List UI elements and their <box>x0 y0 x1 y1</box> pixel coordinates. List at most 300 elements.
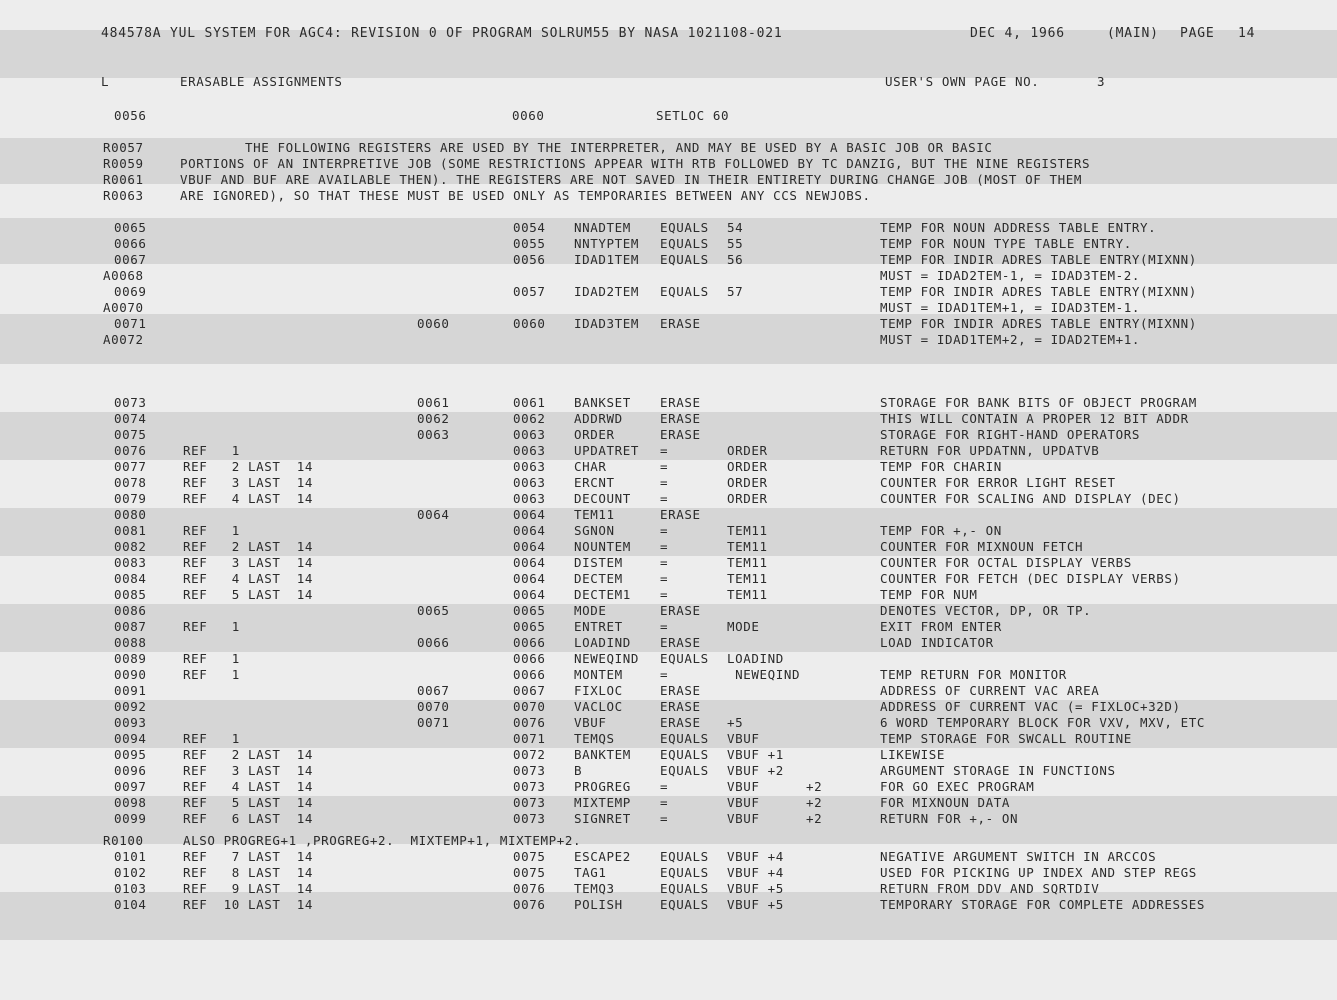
card-number: 0077 <box>114 459 147 474</box>
operand: TEM11 <box>727 571 768 586</box>
address: 0064 <box>513 523 546 538</box>
ref-field: REF 7 LAST 14 <box>183 849 314 864</box>
listing-row <box>0 316 1337 332</box>
address: 0075 <box>513 849 546 864</box>
symbol-label: DECOUNT <box>574 491 631 506</box>
card-number: 0093 <box>114 715 147 730</box>
users-page-number: 3 <box>1097 74 1106 89</box>
listing-row <box>0 849 1337 865</box>
address: 0065 <box>513 603 546 618</box>
listing-row <box>0 284 1337 300</box>
modifier: +2 <box>806 811 823 826</box>
ref-field: REF 5 LAST 14 <box>183 795 314 810</box>
address: 0061 <box>513 395 546 410</box>
card-number: 0069 <box>114 284 147 299</box>
comment: EXIT FROM ENTER <box>880 619 1002 634</box>
comment: THIS WILL CONTAIN A PROPER 12 BIT ADDR <box>880 411 1189 426</box>
symbol-label: LOADIND <box>574 635 631 650</box>
ref-field: REF 8 LAST 14 <box>183 865 314 880</box>
opcode: = <box>660 571 669 586</box>
listing-row <box>0 699 1337 715</box>
opcode: EQUALS <box>660 865 709 880</box>
opcode: = <box>660 619 669 634</box>
card-number: 0073 <box>114 395 147 410</box>
card-number: 0099 <box>114 811 147 826</box>
address: 0066 <box>513 635 546 650</box>
opcode: EQUALS <box>660 849 709 864</box>
listing-row <box>0 795 1337 811</box>
header-page-label: PAGE <box>1180 26 1215 41</box>
ref-field: REF 3 LAST 14 <box>183 475 314 490</box>
modifier: +2 <box>806 795 823 810</box>
operand: LOADIND <box>727 651 784 666</box>
ref-field: REF 1 <box>183 443 240 458</box>
opcode: = <box>660 475 669 490</box>
card-number: 0096 <box>114 763 147 778</box>
listing-row <box>0 571 1337 587</box>
opcode: EQUALS <box>660 252 709 267</box>
opcode: = <box>660 811 669 826</box>
address: 0054 <box>513 220 546 235</box>
symbol-label: BANKSET <box>574 395 631 410</box>
card-number: 0082 <box>114 539 147 554</box>
operand: 57 <box>727 284 744 299</box>
symbol-label: DISTEM <box>574 555 623 570</box>
listing-row <box>0 881 1337 897</box>
address: 0073 <box>513 795 546 810</box>
opcode: = <box>660 795 669 810</box>
opcode: EQUALS <box>660 220 709 235</box>
ref-field: REF 6 LAST 14 <box>183 811 314 826</box>
listing-row <box>0 427 1337 443</box>
card-number: 0075 <box>114 427 147 442</box>
location: 0060 <box>417 316 450 331</box>
opcode: ERASE <box>660 395 701 410</box>
symbol-label: VBUF <box>574 715 607 730</box>
opcode: EQUALS <box>660 881 709 896</box>
operand: VBUF <box>727 779 760 794</box>
comment-line <box>0 188 1337 204</box>
listing-row <box>0 491 1337 507</box>
ref-field: REF 10 LAST 14 <box>183 897 314 912</box>
symbol-label: TEMQS <box>574 731 615 746</box>
operand: VBUF +4 <box>727 865 784 880</box>
card-number: 0089 <box>114 651 147 666</box>
card-number: 0102 <box>114 865 147 880</box>
also-text: ALSO PROGREG+1 ,PROGREG+2. MIXTEMP+1, MIXTEMP+2. <box>183 833 582 848</box>
symbol-label: MIXTEMP <box>574 795 631 810</box>
operand: VBUF +2 <box>727 763 784 778</box>
symbol-label: B <box>574 763 583 778</box>
card-number: A0068 <box>103 268 144 283</box>
listing-row <box>0 236 1337 252</box>
symbol-label: ERCNT <box>574 475 615 490</box>
listing-row <box>0 507 1337 523</box>
operand: TEM11 <box>727 539 768 554</box>
comment: RETURN FOR +,- ON <box>880 811 1019 826</box>
listing-row <box>0 555 1337 571</box>
comment: USED FOR PICKING UP INDEX AND STEP REGS <box>880 865 1197 880</box>
card-number: 0103 <box>114 881 147 896</box>
address: 0062 <box>513 411 546 426</box>
opcode: = <box>660 555 669 570</box>
listing-row <box>0 619 1337 635</box>
symbol-label: ESCAPE2 <box>574 849 631 864</box>
location: 0066 <box>417 635 450 650</box>
comment: TEMPORARY STORAGE FOR COMPLETE ADDRESSES <box>880 897 1206 912</box>
listing-row <box>0 587 1337 603</box>
opcode: ERASE <box>660 683 701 698</box>
listing-row <box>0 651 1337 667</box>
address: 0057 <box>513 284 546 299</box>
comment: TEMP FOR NOUN ADDRESS TABLE ENTRY. <box>880 220 1157 235</box>
card-number: 0074 <box>114 411 147 426</box>
card-number: 0081 <box>114 523 147 538</box>
address: 0063 <box>513 491 546 506</box>
operand: TEM11 <box>727 587 768 602</box>
card-number: R0059 <box>103 156 144 171</box>
address: 0063 <box>513 475 546 490</box>
address: 0075 <box>513 865 546 880</box>
comment-text: ARE IGNORED), SO THAT THESE MUST BE USED ONLY AS TEMPORARIES BETWEEN ANY CCS NEWJOBS. <box>180 188 871 203</box>
opcode: EQUALS <box>660 763 709 778</box>
address: 0064 <box>513 555 546 570</box>
card-number: R0063 <box>103 188 144 203</box>
operand: VBUF +1 <box>727 747 784 762</box>
listing-row <box>0 811 1337 827</box>
modifier: +2 <box>806 779 823 794</box>
ref-field: REF 5 LAST 14 <box>183 587 314 602</box>
ref-field: REF 1 <box>183 667 240 682</box>
comment: RETURN FOR UPDATNN, UPDATVB <box>880 443 1100 458</box>
listing-row <box>0 715 1337 731</box>
location: 0063 <box>417 427 450 442</box>
symbol-label: FIXLOC <box>574 683 623 698</box>
address: 0066 <box>513 651 546 666</box>
location: 0064 <box>417 507 450 522</box>
comment-text: VBUF AND BUF ARE AVAILABLE THEN). THE REGISTERS ARE NOT SAVED IN THEIR ENTIRETY DURING CHANGE JOB (MOST OF THEM <box>180 172 1082 187</box>
comment: MUST = IDAD1TEM+1, = IDAD3TEM-1. <box>880 300 1141 315</box>
comment: COUNTER FOR SCALING AND DISPLAY (DEC) <box>880 491 1181 506</box>
symbol-label: DECTEM1 <box>574 587 631 602</box>
listing-row <box>0 268 1337 284</box>
ref-field: REF 9 LAST 14 <box>183 881 314 896</box>
listing-row <box>0 865 1337 881</box>
opcode: ERASE <box>660 411 701 426</box>
opcode: = <box>660 523 669 538</box>
address: 0076 <box>513 715 546 730</box>
card-number: A0072 <box>103 332 144 347</box>
comment: FOR MIXNOUN DATA <box>880 795 1011 810</box>
opcode: = <box>660 667 669 682</box>
card-number: 0094 <box>114 731 147 746</box>
opcode: = <box>660 491 669 506</box>
card-number: 0066 <box>114 236 147 251</box>
address: 0060 <box>512 108 545 123</box>
comment: TEMP RETURN FOR MONITOR <box>880 667 1067 682</box>
ref-field: REF 1 <box>183 523 240 538</box>
card-number: 0104 <box>114 897 147 912</box>
opcode: ERASE <box>660 316 701 331</box>
card-number: A0070 <box>103 300 144 315</box>
ref-field: REF 2 LAST 14 <box>183 459 314 474</box>
listing-row <box>0 411 1337 427</box>
comment: DENOTES VECTOR, DP, OR TP. <box>880 603 1092 618</box>
address: 0063 <box>513 427 546 442</box>
operand: VBUF <box>727 795 760 810</box>
ref-field: REF 3 LAST 14 <box>183 763 314 778</box>
listing-row <box>0 731 1337 747</box>
card-number: 0083 <box>114 555 147 570</box>
card-number: 0076 <box>114 443 147 458</box>
section-title: ERASABLE ASSIGNMENTS <box>180 74 343 89</box>
listing-row <box>0 523 1337 539</box>
comment: ARGUMENT STORAGE IN FUNCTIONS <box>880 763 1116 778</box>
symbol-label: CHAR <box>574 459 607 474</box>
card-number: 0067 <box>114 252 147 267</box>
card-number: R0061 <box>103 172 144 187</box>
address: 0076 <box>513 881 546 896</box>
symbol-label: BANKTEM <box>574 747 631 762</box>
comment: COUNTER FOR ERROR LIGHT RESET <box>880 475 1116 490</box>
also-row <box>0 833 1337 849</box>
opcode: = <box>660 443 669 458</box>
opcode: ERASE <box>660 603 701 618</box>
card-number: R0100 <box>103 833 144 848</box>
card-number: 0079 <box>114 491 147 506</box>
address: 0063 <box>513 443 546 458</box>
ref-field: REF 1 <box>183 651 240 666</box>
listing-row <box>0 779 1337 795</box>
card-number: 0084 <box>114 571 147 586</box>
ref-field: REF 4 LAST 14 <box>183 571 314 586</box>
symbol-label: PROGREG <box>574 779 631 794</box>
location: 0070 <box>417 699 450 714</box>
operand: TEM11 <box>727 555 768 570</box>
opcode: = <box>660 587 669 602</box>
symbol-label: IDAD2TEM <box>574 284 640 299</box>
comment-text: THE FOLLOWING REGISTERS ARE USED BY THE INTERPRETER, AND MAY BE USED BY A BASIC JOB OR BASIC <box>180 140 993 155</box>
listing-row <box>0 252 1337 268</box>
setloc-line <box>0 108 1337 124</box>
address: 0066 <box>513 667 546 682</box>
opcode: EQUALS <box>660 236 709 251</box>
comment: LIKEWISE <box>880 747 946 762</box>
symbol-label: POLISH <box>574 897 623 912</box>
listing-row <box>0 763 1337 779</box>
address: 0073 <box>513 779 546 794</box>
symbol-label: IDAD3TEM <box>574 316 640 331</box>
symbol-label: ENTRET <box>574 619 623 634</box>
card-number: 0098 <box>114 795 147 810</box>
card-number: 0056 <box>114 108 147 123</box>
ref-field: REF 1 <box>183 731 240 746</box>
opcode: ERASE <box>660 635 701 650</box>
symbol-label: TEMQ3 <box>574 881 615 896</box>
symbol-label: NNADTEM <box>574 220 631 235</box>
listing-row <box>0 897 1337 913</box>
comment-line <box>0 156 1337 172</box>
card-number: 0087 <box>114 619 147 634</box>
symbol-label: NNTYPTEM <box>574 236 640 251</box>
sub-header-mark: L <box>101 74 110 89</box>
comment: TEMP FOR NOUN TYPE TABLE ENTRY. <box>880 236 1132 251</box>
operand: ORDER <box>727 443 768 458</box>
address: 0064 <box>513 507 546 522</box>
address: 0056 <box>513 252 546 267</box>
address: 0072 <box>513 747 546 762</box>
comment: MUST = IDAD1TEM+2, = IDAD2TEM+1. <box>880 332 1141 347</box>
comment: TEMP FOR CHARIN <box>880 459 1002 474</box>
symbol-label: MODE <box>574 603 607 618</box>
symbol-label: ORDER <box>574 427 615 442</box>
card-number: 0101 <box>114 849 147 864</box>
comment: ADDRESS OF CURRENT VAC (= FIXLOC+32D) <box>880 699 1181 714</box>
card-number: 0092 <box>114 699 147 714</box>
opcode: ERASE <box>660 715 701 730</box>
address: 0064 <box>513 539 546 554</box>
header-date: DEC 4, 1966 <box>970 26 1065 41</box>
address: 0070 <box>513 699 546 714</box>
symbol-label: NEWEQIND <box>574 651 640 666</box>
address: 0064 <box>513 571 546 586</box>
opcode: EQUALS <box>660 747 709 762</box>
symbol-label: VACLOC <box>574 699 623 714</box>
header-page-number: 14 <box>1238 26 1256 41</box>
comment: ADDRESS OF CURRENT VAC AREA <box>880 683 1100 698</box>
location: 0071 <box>417 715 450 730</box>
card-number: 0088 <box>114 635 147 650</box>
symbol-label: ADDRWD <box>574 411 623 426</box>
comment: STORAGE FOR BANK BITS OF OBJECT PROGRAM <box>880 395 1197 410</box>
opcode: = <box>660 779 669 794</box>
comment-line <box>0 140 1337 156</box>
operand: NEWEQIND <box>727 667 801 682</box>
opcode: EQUALS <box>660 651 709 666</box>
address: 0073 <box>513 811 546 826</box>
symbol-label: DECTEM <box>574 571 623 586</box>
address: 0063 <box>513 459 546 474</box>
listing-row <box>0 459 1337 475</box>
comment: LOAD INDICATOR <box>880 635 994 650</box>
listing-row <box>0 220 1337 236</box>
ref-field: REF 4 LAST 14 <box>183 779 314 794</box>
operand: 54 <box>727 220 744 235</box>
symbol-label: UPDATRET <box>574 443 640 458</box>
operand: ORDER <box>727 491 768 506</box>
operand: 55 <box>727 236 744 251</box>
operand: MODE <box>727 619 760 634</box>
card-number: 0071 <box>114 316 147 331</box>
comment: RETURN FROM DDV AND SQRTDIV <box>880 881 1100 896</box>
location: 0067 <box>417 683 450 698</box>
comment: TEMP FOR INDIR ADRES TABLE ENTRY(MIXNN) <box>880 284 1197 299</box>
ref-field: REF 4 LAST 14 <box>183 491 314 506</box>
opcode: EQUALS <box>660 731 709 746</box>
listing-row <box>0 603 1337 619</box>
card-number: 0078 <box>114 475 147 490</box>
comment: TEMP FOR NUM <box>880 587 978 602</box>
address: 0073 <box>513 763 546 778</box>
operand: VBUF <box>727 731 760 746</box>
location: 0062 <box>417 411 450 426</box>
comment: 6 WORD TEMPORARY BLOCK FOR VXV, MXV, ETC <box>880 715 1206 730</box>
symbol-label: IDAD1TEM <box>574 252 640 267</box>
operand: ORDER <box>727 475 768 490</box>
address: 0067 <box>513 683 546 698</box>
operand: VBUF +5 <box>727 881 784 896</box>
sub-header <box>0 74 1337 90</box>
listing-row <box>0 667 1337 683</box>
comment-text: PORTIONS OF AN INTERPRETIVE JOB (SOME RESTRICTIONS APPEAR WITH RTB FOLLOWED BY TC DANZIG, BUT THE NINE REGISTERS <box>180 156 1091 171</box>
card-number: 0090 <box>114 667 147 682</box>
symbol-label: SGNON <box>574 523 615 538</box>
address: 0076 <box>513 897 546 912</box>
address: 0055 <box>513 236 546 251</box>
listing-row <box>0 475 1337 491</box>
location: 0065 <box>417 603 450 618</box>
comment: NEGATIVE ARGUMENT SWITCH IN ARCCOS <box>880 849 1157 864</box>
users-page-label: USER'S OWN PAGE NO. <box>885 74 1040 89</box>
comment: COUNTER FOR MIXNOUN FETCH <box>880 539 1084 554</box>
operand: +5 <box>727 715 744 730</box>
symbol-label: MONTEM <box>574 667 623 682</box>
listing-row <box>0 300 1337 316</box>
address: 0064 <box>513 587 546 602</box>
listing-row <box>0 539 1337 555</box>
operand: VBUF <box>727 811 760 826</box>
symbol-label: TEM11 <box>574 507 615 522</box>
card-number: 0065 <box>114 220 147 235</box>
operand: TEM11 <box>727 523 768 538</box>
comment: COUNTER FOR OCTAL DISPLAY VERBS <box>880 555 1132 570</box>
comment: TEMP FOR INDIR ADRES TABLE ENTRY(MIXNN) <box>880 252 1197 267</box>
card-number: R0057 <box>103 140 144 155</box>
symbol-label: TAG1 <box>574 865 607 880</box>
address: 0071 <box>513 731 546 746</box>
ref-field: REF 2 LAST 14 <box>183 747 314 762</box>
ref-field: REF 1 <box>183 619 240 634</box>
comment: TEMP FOR INDIR ADRES TABLE ENTRY(MIXNN) <box>880 316 1197 331</box>
opcode: = <box>660 539 669 554</box>
listing-row <box>0 635 1337 651</box>
card-number: 0095 <box>114 747 147 762</box>
opcode: EQUALS <box>660 897 709 912</box>
listing-row <box>0 395 1337 411</box>
card-number: 0091 <box>114 683 147 698</box>
opcode: ERASE <box>660 699 701 714</box>
setloc-statement: SETLOC 60 <box>656 108 730 123</box>
address: 0060 <box>513 316 546 331</box>
ref-field: REF 2 LAST 14 <box>183 539 314 554</box>
listing-row <box>0 332 1337 348</box>
comment: MUST = IDAD2TEM-1, = IDAD3TEM-2. <box>880 268 1141 283</box>
operand: ORDER <box>727 459 768 474</box>
symbol-label: NOUNTEM <box>574 539 631 554</box>
listing-row <box>0 747 1337 763</box>
operand: VBUF +5 <box>727 897 784 912</box>
comment: FOR GO EXEC PROGRAM <box>880 779 1035 794</box>
location: 0061 <box>417 395 450 410</box>
listing-row <box>0 683 1337 699</box>
header-section: (MAIN) <box>1107 26 1159 41</box>
comment: COUNTER FOR FETCH (DEC DISPLAY VERBS) <box>880 571 1181 586</box>
comment-line <box>0 172 1337 188</box>
opcode: EQUALS <box>660 284 709 299</box>
opcode: ERASE <box>660 507 701 522</box>
card-number: 0097 <box>114 779 147 794</box>
comment: TEMP FOR +,- ON <box>880 523 1002 538</box>
